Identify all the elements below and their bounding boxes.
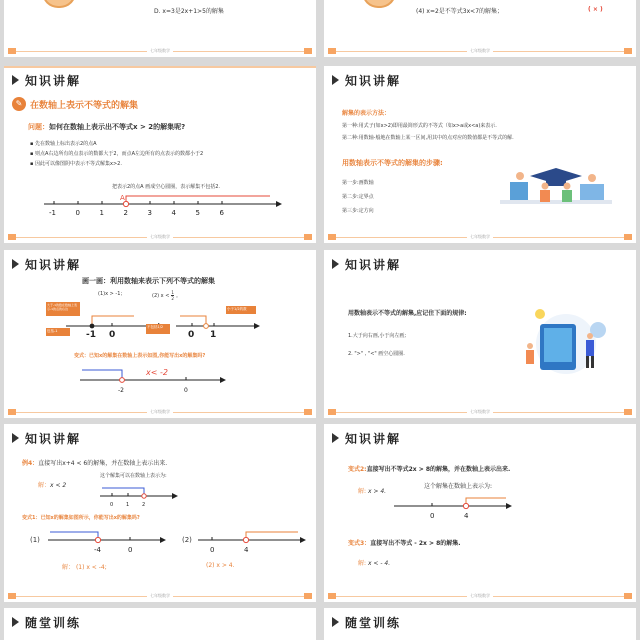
task-title: 画一画：利用数轴来表示下列不等式的解集 xyxy=(82,277,215,285)
arrow-icon xyxy=(12,617,19,627)
list-item: 第二步:定界点 xyxy=(342,194,374,200)
tick-label: -1 xyxy=(49,209,56,217)
slide-header: 随堂训练 xyxy=(324,608,636,636)
tick-label: 0 xyxy=(110,502,114,508)
slide-6[interactable] xyxy=(324,250,636,418)
tick-label: 1 xyxy=(99,209,104,217)
solution-label: 解： xyxy=(62,564,75,571)
example-text: 直接写出x+4 < 6的解集，并在数轴上表示出来. xyxy=(38,460,168,467)
task-item-2: (2) x < 1 2 。 xyxy=(152,290,181,301)
slide-footer: 七年级数学 xyxy=(324,408,636,418)
variant-number-line xyxy=(80,362,230,398)
list-item: ▪ 因此可以像图阴中表示不等式解集x>2. xyxy=(30,161,122,167)
slide-header: 知识讲解 xyxy=(324,250,636,278)
slide-footer: 七年级数学 xyxy=(4,592,316,602)
tick-label: 4 xyxy=(171,209,176,217)
slide-header: 知识讲解 xyxy=(324,66,636,94)
slide-2[interactable] xyxy=(324,0,636,57)
number-line-note: 把表示2的点A 画成空心圆圈，表示解集不包括2. xyxy=(112,184,220,190)
solution-2: (2) x > 4. xyxy=(206,562,235,569)
method-1: 第一种:用式子(如x>2)即用最简形式的不等式（如x>a或x<a)来表示. xyxy=(342,123,497,129)
pencil-icon: ✎ xyxy=(12,97,26,111)
slide-header: 知识讲解 xyxy=(324,424,636,452)
slide-footer: 七年级数学 xyxy=(4,408,316,418)
variant-1-label: 变式1：已知x的解集如图所示，你能写出x的解集吗? xyxy=(22,515,140,521)
tick-label: 1 xyxy=(126,502,130,508)
tick-label: 0 xyxy=(109,330,116,340)
list-item: 第三步:定方向 xyxy=(342,208,374,214)
slide-3[interactable] xyxy=(4,66,316,243)
slide-1[interactable] xyxy=(4,0,316,57)
number-line xyxy=(44,190,284,220)
tick-label: -4 xyxy=(94,546,101,554)
answer-text: x < 2 xyxy=(50,482,67,489)
slide-header: 随堂训练 xyxy=(4,608,316,636)
arrow-icon xyxy=(12,75,19,85)
slide-7[interactable] xyxy=(4,424,316,602)
answer-text: x > 4. xyxy=(367,488,387,495)
slide-9[interactable] xyxy=(4,608,316,640)
answer-label: 解: xyxy=(358,488,367,495)
number-line-note: 这个解集在数轴上表示为: xyxy=(424,483,493,490)
tick-label: 0 xyxy=(210,546,215,554)
tick-label: 3 xyxy=(147,209,152,217)
section-title: ✎ 在数轴上表示不等式的解集 xyxy=(12,97,138,111)
slide-4[interactable] xyxy=(324,66,636,243)
callout-3: 不包括1/2 xyxy=(146,324,170,334)
variant-3-text: 直接写出不等式 - 2x > 8的解集. xyxy=(370,540,461,547)
tick-label: 4 xyxy=(464,512,469,520)
list-item: ▪ 则点A右边所有的点表示的数都大于2，而点A左边所有的点表示的数都小于2 xyxy=(30,151,204,157)
list-item: ▪ 先在数轴上标出表示2的点A xyxy=(30,141,97,147)
tick-label: 2 xyxy=(142,502,146,508)
number-line-2 xyxy=(176,306,262,340)
tablet-illustration xyxy=(520,306,620,376)
rules-title: 用数轴表示不等式的解集,应记住下面的规律: xyxy=(348,310,467,317)
variant-3-label: 变式3： xyxy=(348,540,371,547)
tick-label: -2 xyxy=(118,387,124,394)
part-1-label: (1) xyxy=(30,536,40,544)
rule-2: 2. ">" , "<" 画空心圆圈. xyxy=(348,351,405,357)
tick-label: 6 xyxy=(219,209,224,217)
arrow-icon xyxy=(332,75,339,85)
variant-label: 变式：已知x的解集在数轴上表示如图,你能写出x的解集吗? xyxy=(74,353,206,359)
slide-footer: 七年级数学 xyxy=(324,592,636,602)
slide-10[interactable] xyxy=(324,608,636,640)
slide-header: 知识讲解 xyxy=(4,424,316,452)
tick-label: 2 xyxy=(123,209,128,217)
answer-text: x < - 4. xyxy=(367,560,391,567)
callout-4: 小于1/2的数 xyxy=(226,306,256,314)
slide-8[interactable] xyxy=(324,424,636,602)
slide-header: 知识讲解 xyxy=(4,66,316,94)
answer-label: 解: xyxy=(358,560,367,567)
example-number-line xyxy=(100,482,180,508)
slide-footer: 七年级数学 xyxy=(4,47,316,57)
variant-2-number-line xyxy=(394,492,514,522)
list-item: 第一步:画数轴 xyxy=(342,180,374,186)
solution-label: x< -2 xyxy=(146,368,168,377)
slide-footer: 七年级数学 xyxy=(324,47,636,57)
arrow-icon xyxy=(332,617,339,627)
tick-label: 0 xyxy=(128,546,133,554)
item-4: (4) x=2是不等式3x<7的解集； xyxy=(416,8,504,15)
arrow-icon xyxy=(12,259,19,269)
tick-label: 0 xyxy=(75,209,80,217)
slide-footer: 七年级数学 xyxy=(4,233,316,243)
variant-2-label: 变式2: xyxy=(348,466,367,473)
tick-label: 4 xyxy=(244,546,249,554)
number-line-note: 这个解集可以在数轴上表示为: xyxy=(100,473,167,479)
slide-5[interactable] xyxy=(4,250,316,418)
rule-1: 1.大于向右画,小于向左画; xyxy=(348,333,407,339)
tick-label: -1 xyxy=(86,330,96,340)
task-item-1: (1)x > -1； xyxy=(98,291,126,297)
variant-line-2 xyxy=(198,526,308,556)
lantern-decoration xyxy=(42,0,76,8)
tick-label: 1 xyxy=(210,330,217,340)
variant-2-text: 直接写出不等式2x > 8的解集，并在数轴上表示出来. xyxy=(366,466,511,473)
answer-label: 解： xyxy=(38,482,51,489)
point-a-label: A xyxy=(120,194,125,202)
example-label: 例4： xyxy=(22,460,39,467)
tick-label: 0 xyxy=(188,330,195,340)
callout-2: 包括-1 xyxy=(46,328,70,336)
variant-line-1 xyxy=(48,526,168,556)
steps-heading: 用数轴表示不等式的解集的步骤: xyxy=(342,159,443,167)
tick-label: 0 xyxy=(184,387,188,394)
bullet-list xyxy=(30,139,203,169)
steps-list xyxy=(342,176,374,218)
lantern-decoration xyxy=(362,0,396,8)
arrow-icon xyxy=(332,433,339,443)
option-d: D. x=3是2x+1>5的解集 xyxy=(154,8,224,15)
cross-mark: ( × ) xyxy=(588,6,603,13)
arrow-icon xyxy=(332,259,339,269)
tick-label: 5 xyxy=(195,209,200,217)
question-text: 如何在数轴上表示出不等式x > 2的解集呢? xyxy=(49,123,186,131)
arrow-icon xyxy=(12,433,19,443)
tick-label: 0 xyxy=(430,512,435,520)
number-line-1 xyxy=(66,306,166,340)
question-label: 问题： xyxy=(28,123,49,131)
slide-footer: 七年级数学 xyxy=(324,233,636,243)
method-2: 第二种:用数轴-般地在数轴上某一区间,用其中的点对应的数值都是不等式的解. xyxy=(342,135,514,141)
method-heading: 解集的表示方法： xyxy=(342,110,391,117)
slide-header: 知识讲解 xyxy=(4,250,316,278)
part-2-label: (2) xyxy=(182,536,192,544)
graduation-illustration xyxy=(496,162,616,222)
callout-1: 大于-1的数在数轴上表示-1的点的右边 xyxy=(46,302,80,316)
solution-1: (1) x < -4; xyxy=(75,564,107,571)
